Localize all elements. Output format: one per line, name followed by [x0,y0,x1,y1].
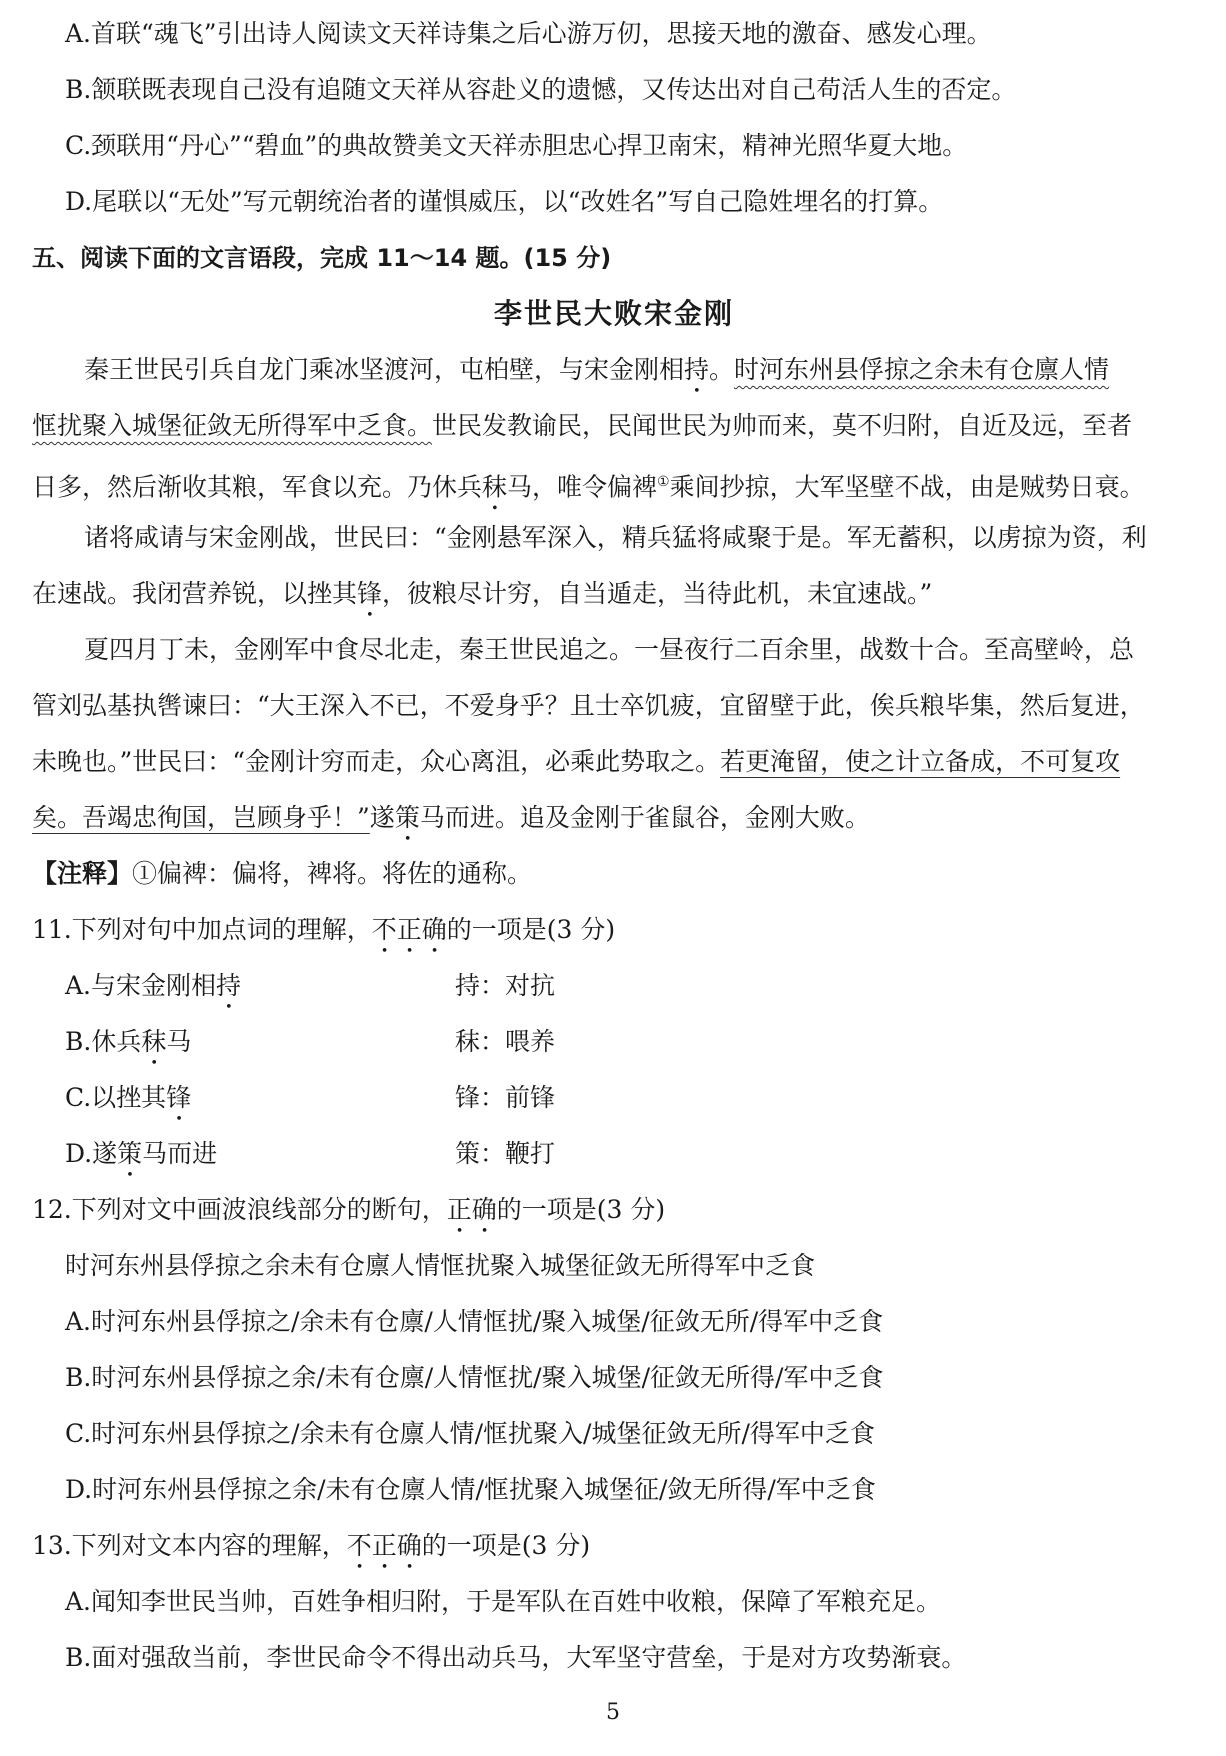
question-13-stem: 13.下列对文本内容的理解，不正确的一项是(3 分) [32,1531,591,1560]
dotted-word: 秣 [482,472,508,502]
q10-option-b: B.颔联既表现自己没有追随文天祥从容赴义的遗憾，又传达出对自己苟活人生的否定。 [65,75,1017,104]
q12-option-d: D.时河东州县俘掠之余/未有仓廪人情/恇扰聚入城堡征/敛无所得/军中乏食 [65,1475,876,1504]
dotted-word: 锋 [357,579,383,608]
dotted-word: 正确 [446,1195,497,1224]
passage-line: 诸将咸请与宋金刚战，世民曰：“金刚悬军深入，精兵猛将咸聚于是。军无蓄积，以虏掠为资，利 [84,523,1147,552]
passage-line: 未晚也。”世民曰：“金刚计穷而走，众心离沮，必乘此势取之。若更淹留，使之计立备成，不可复攻 [32,747,1121,776]
passage-line: 在速战。我闭营养锐，以挫其锋，彼粮尽计穷，自当遁走，当待此机，未宜速战。” [32,579,933,608]
wavy-underlined-text: 恇扰聚入城堡征敛无所得军中乏食。 [32,411,433,440]
dotted-word: 持 [216,971,242,1000]
q12-option-c: C.时河东州县俘掠之/余未有仓廪人情/恇扰聚入/城堡征敛无所/得军中乏食 [65,1419,875,1448]
gloss: 锋：前锋 [455,1083,556,1112]
dotted-word: 策 [117,1139,143,1168]
dotted-word: 秣 [141,1027,167,1056]
dotted-word: 不正确 [346,1531,422,1560]
footnote-marker: ① [657,474,670,490]
q11-option-a: A.与宋金刚相持 持：对抗 [32,966,1196,1006]
q13-option-a: A.闻知李世民当帅，百姓争相归附，于是军队在百姓中收粮，保障了军粮充足。 [65,1587,942,1616]
dotted-word: 不正确 [371,915,447,944]
footnote-text: ①偏裨：偏将，裨将。将佐的通称。 [132,859,533,888]
passage-title: 李世民大败宋金刚 [493,297,734,330]
q10-option-d: D.尾联以“无处”写元朝统治者的谨惧威压，以“改姓名”写自己隐姓埋名的打算。 [65,187,944,216]
section-header: 五、阅读下面的文言语段，完成 11～14 题。(15 分) [32,244,612,272]
page-number: 5 [606,1700,620,1725]
question-12-stem: 12.下列对文中画波浪线部分的断句，正确的一项是(3 分) [32,1195,666,1224]
passage-line: 管刘弘基执辔谏曰：“大王深入不已，不爱身乎？且士卒饥疲，宜留壁于此，俟兵粮毕集，然后复进， [32,691,1145,720]
footnote-label: 【注释】 [32,859,133,888]
q11-option-d: D.遂策马而进 策：鞭打 [32,1134,1196,1174]
wavy-underlined-text: 时河东州县俘掠之余未有仓廪人情 [734,355,1110,384]
q11-option-b: B.休兵秣马 秣：喂养 [32,1022,1196,1062]
underlined-text: 若更淹留，使之计立备成，不可复攻 [720,747,1121,776]
dotted-word: 策 [394,803,420,832]
q11-option-c: C.以挫其锋 锋：前锋 [32,1078,1196,1118]
q12-quote: 时河东州县俘掠之余未有仓廪人情恇扰聚入城堡征敛无所得军中乏食 [65,1251,816,1280]
q12-option-b: B.时河东州县俘掠之余/未有仓廪/人情恇扰/聚入城堡/征敛无所得/军中乏食 [65,1363,884,1392]
question-11-stem: 11.下列对句中加点词的理解，不正确的一项是(3 分) [32,915,616,944]
underlined-text: 矣。吾竭忠徇国，岂顾身乎！” [32,803,370,832]
gloss: 策：鞭打 [455,1139,556,1168]
footnote [32,854,1196,894]
dotted-word: 持 [684,355,710,384]
q13-option-b: B.面对强敌当前，李世民命令不得出动兵马，大军坚守营垒，于是对方攻势渐衰。 [65,1643,967,1672]
passage-line: 恇扰聚入城堡征敛无所得军中乏食。世民发教谕民，民闻世民为帅而来，莫不归附，自近及远，至者 [32,411,1133,440]
q10-option-c: C.颈联用“丹心”“碧血”的典故赞美文天祥赤胆忠心捍卫南宋，精神光照华夏大地。 [65,131,968,160]
q12-option-a: A.时河东州县俘掠之/余未有仓廪/人情恇扰/聚入城堡/征敛无所/得军中乏食 [65,1307,884,1336]
gloss: 持：对抗 [455,971,556,1000]
q10-option-a: A.首联“魂飞”引出诗人阅读文天祥诗集之后心游万仞，思接天地的激奋、感发心理。 [65,19,992,48]
passage-line: 矣。吾竭忠徇国，岂顾身乎！”遂策马而进。追及金刚于雀鼠谷，金刚大败。 [32,803,870,832]
passage-line: 日多，然后渐收其粮，军食以充。乃休兵秣马，唯令偏裨①乘间抄掠，大军坚壁不战，由是贼势日衰。 [32,472,1145,502]
dotted-word: 锋 [166,1083,192,1112]
passage-line: 秦王世民引兵自龙门乘冰坚渡河，屯柏壁，与宋金刚相持。时河东州县俘掠之余未有仓廪人情 [84,355,1110,384]
passage-line: 夏四月丁未，金刚军中食尽北走，秦王世民追之。一昼夜行二百余里，战数十合。至高壁岭，总 [84,635,1135,664]
gloss: 秣：喂养 [455,1027,556,1056]
